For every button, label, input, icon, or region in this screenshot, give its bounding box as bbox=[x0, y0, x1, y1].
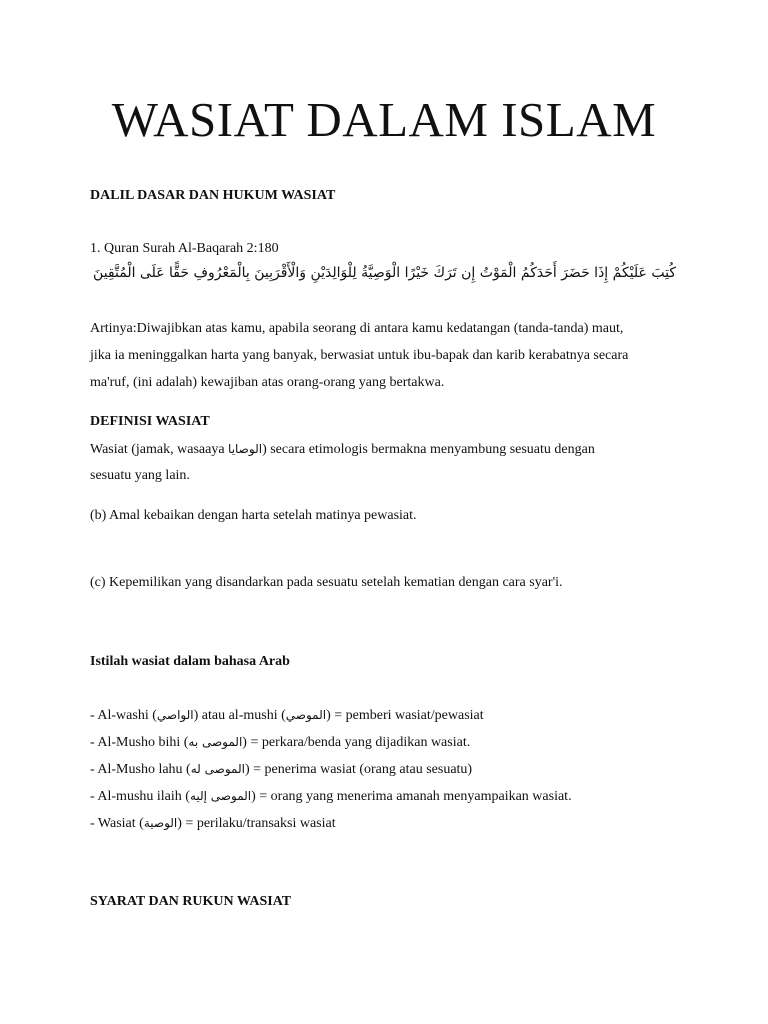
definition-line-1 bbox=[90, 440, 595, 459]
istilah-text: - Al-washi ( bbox=[90, 708, 157, 723]
istilah-text: ) atau al-mushi ( bbox=[193, 708, 286, 723]
istilah-text: ) = orang yang menerima amanah menyampaikan wasiat. bbox=[251, 789, 572, 804]
definition-text-after: ) secara etimologis bermakna menyambung sesuatu dengan bbox=[262, 442, 595, 457]
istilah-text: ) = perkara/benda yang dijadikan wasiat. bbox=[242, 735, 471, 750]
section-heading-istilah: Istilah wasiat dalam bahasa Arab bbox=[90, 654, 290, 669]
istilah-item bbox=[90, 787, 572, 806]
istilah-text: - Al-Musho lahu ( bbox=[90, 762, 191, 777]
istilah-arabic: الموصى له bbox=[190, 762, 245, 776]
istilah-item bbox=[90, 760, 472, 779]
definition-arabic-term: الوصايا bbox=[228, 442, 263, 456]
istilah-arabic: الموصى إليه bbox=[189, 789, 252, 803]
istilah-text: ) = pemberi wasiat/pewasiat bbox=[326, 708, 484, 723]
verse-arabic-text: كُتِبَ عَلَيْكُمْ إِذَا حَضَرَ أَحَدَكُمُ الْمَوْتُ إِن تَرَكَ خَيْرًا الْوَصِيَّةُ لِلْوَالِدَيْنِ وَالْأَقْرَبِينَ بِالْمَعْرُوفِ حَقًّا عَلَى الْمُتَّقِينَ bbox=[93, 265, 676, 281]
translation-line-1: Artinya:Diwajibkan atas kamu, apabila seorang di antara kamu kedatangan (tanda-tanda) maut, bbox=[90, 321, 624, 336]
section-heading-definisi: DEFINISI WASIAT bbox=[90, 414, 210, 429]
definition-line-2: sesuatu yang lain. bbox=[90, 468, 190, 483]
translation-line-2: jika ia meninggalkan harta yang banyak, berwasiat untuk ibu-bapak dan karib kerabatnya secara bbox=[90, 348, 629, 363]
istilah-text: ) = penerima wasiat (orang atau sesuatu) bbox=[244, 762, 473, 777]
istilah-item bbox=[90, 814, 336, 833]
istilah-item bbox=[90, 706, 484, 725]
definition-text-before: Wasiat (jamak, wasaaya bbox=[90, 442, 229, 457]
istilah-arabic: الموصي bbox=[285, 708, 327, 722]
istilah-text: - Al-Musho bihi ( bbox=[90, 735, 189, 750]
definition-point-c: (c) Kepemilikan yang disandarkan pada sesuatu setelah kematian dengan cara syar'i. bbox=[90, 575, 563, 590]
verse-reference: 1. Quran Surah Al-Baqarah 2:180 bbox=[90, 241, 279, 256]
istilah-text: ) = perilaku/transaksi wasiat bbox=[177, 816, 336, 831]
definition-point-b: (b) Amal kebaikan dengan harta setelah matinya pewasiat. bbox=[90, 508, 417, 523]
istilah-arabic: الوصية bbox=[143, 816, 178, 830]
section-heading-syarat: SYARAT DAN RUKUN WASIAT bbox=[90, 894, 292, 909]
istilah-item bbox=[90, 733, 470, 752]
document-title: WASIAT DALAM ISLAM bbox=[111, 92, 657, 147]
istilah-text: - Wasiat ( bbox=[90, 816, 144, 831]
istilah-arabic: الموصى به bbox=[188, 735, 243, 749]
translation-line-3: ma'ruf, (ini adalah) kewajiban atas orang-orang yang bertakwa. bbox=[90, 375, 445, 390]
section-heading-dalil: DALIL DASAR DAN HUKUM WASIAT bbox=[90, 188, 336, 203]
istilah-arabic: الواصي bbox=[156, 708, 194, 722]
istilah-text: - Al-mushu ilaih ( bbox=[90, 789, 190, 804]
